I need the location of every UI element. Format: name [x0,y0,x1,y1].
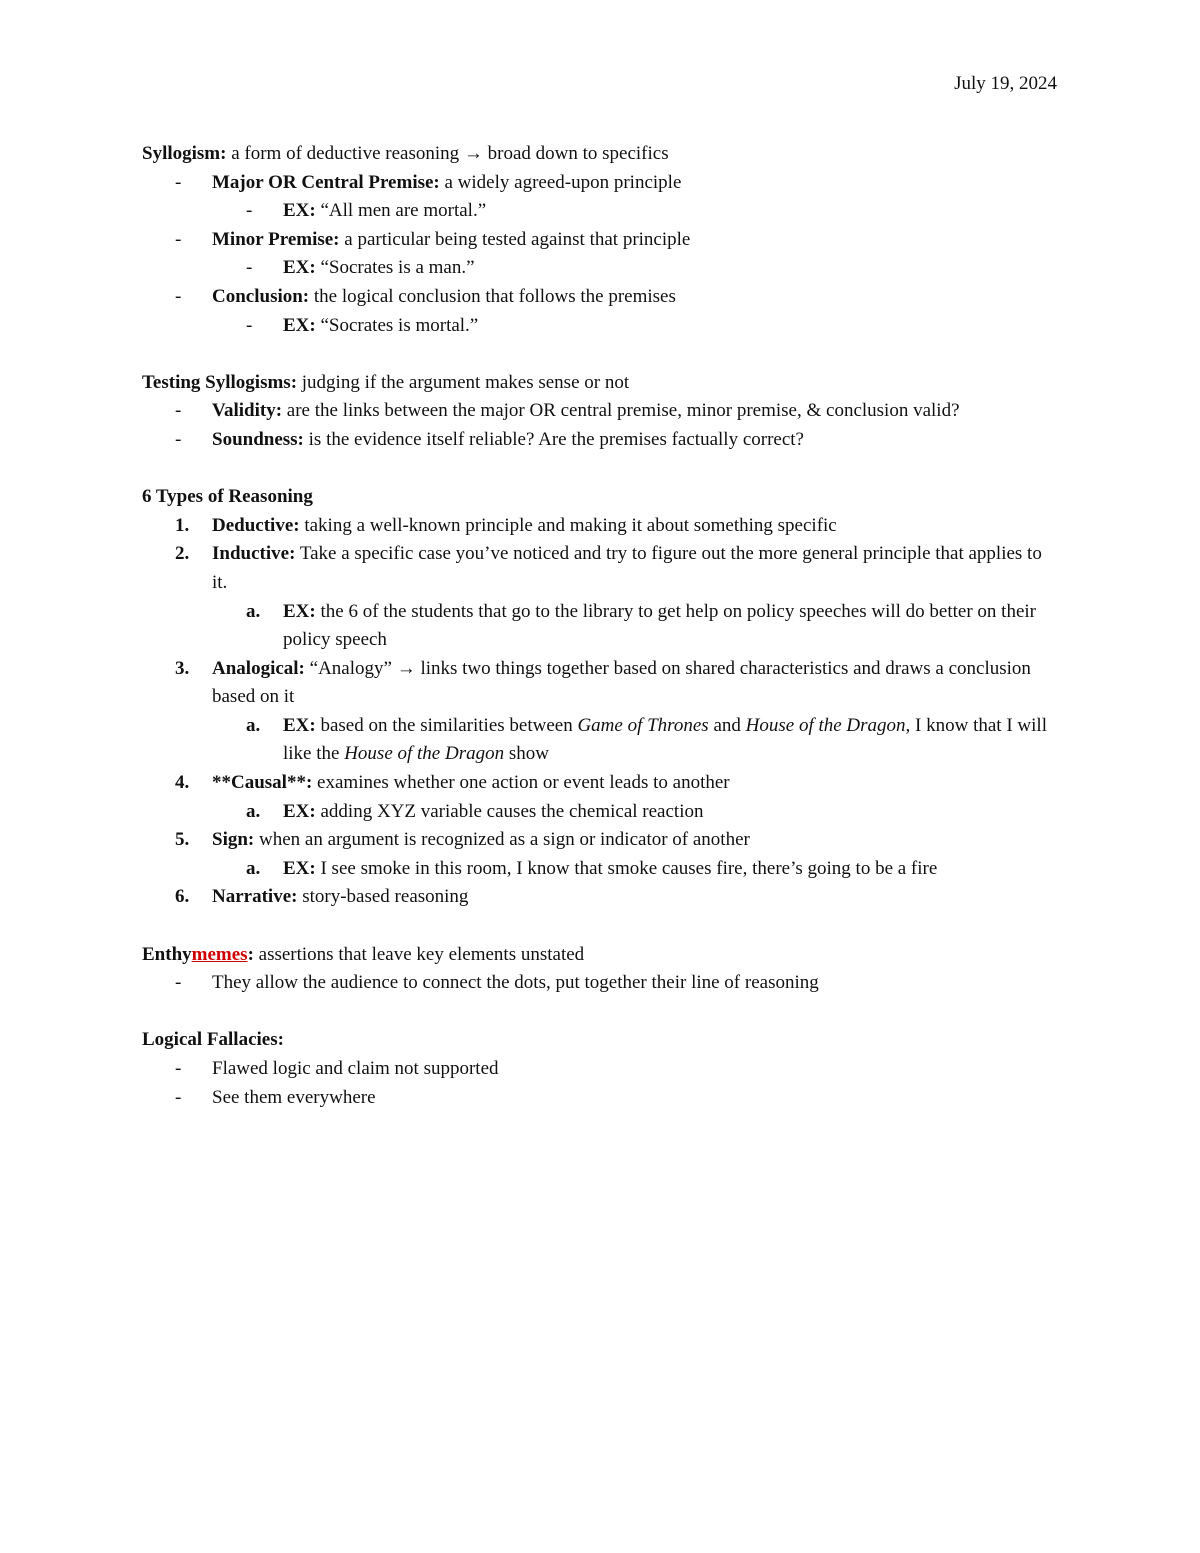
syllogism-heading [142,140,1057,169]
conclusion-text: the logical conclusion that follows the premises [309,285,676,307]
list-item [142,826,1057,855]
list-letter: a. [246,800,261,822]
list-letter: a. [246,600,261,622]
testing-desc: judging if the argument makes sense or not [297,371,630,393]
conclusion-label: Conclusion: [212,285,310,307]
section-types-of-reasoning [142,483,1057,912]
example-label: EX: [283,314,316,336]
list-item [142,883,1057,912]
major-premise-label: Major OR Central Premise: [212,171,440,193]
document-body [142,140,1057,1141]
bullet-dash: - [175,171,182,193]
soundness-text: is the evidence itself reliable? Are the premises factually correct? [303,428,804,450]
example-label: EX: [283,800,316,822]
example-text: and [708,714,746,736]
example-label: EX: [283,600,316,622]
title-house-of-the-dragon: House of the Dragon [344,743,505,765]
bullet-dash: - [175,428,182,450]
date: July 19, 2024 [954,73,1057,94]
list-item [142,254,1057,283]
list-item [142,283,1057,312]
list-number: 3. [175,657,190,679]
list-item [142,798,1057,827]
validity-text: are the links between the major OR central premise, minor premise, & conclusion valid? [282,400,960,422]
list-item [142,769,1057,798]
section-logical-fallacies [142,1026,1057,1112]
reasoning-type-label: Deductive: [212,514,300,536]
reasoning-type-label: **Causal**: [212,772,313,794]
enthymemes-title-colon: : [247,943,254,965]
list-number: 5. [175,829,190,851]
reasoning-type-text: taking a well-known principle and making it about something specific [299,514,837,536]
list-item [142,312,1057,341]
reasoning-type-text: story-based reasoning [297,886,469,908]
enthymemes-heading [142,941,1057,970]
list-item [142,855,1057,884]
syllogism-desc: a form of deductive reasoning → broad down to specifics [226,143,669,164]
list-number: 1. [175,514,190,536]
bullet-dash: - [175,228,182,250]
list-item [142,169,1057,198]
list-item [142,1055,1057,1084]
list-item [142,426,1057,455]
list-item [142,397,1057,426]
reasoning-type-text: examines whether one action or event leads to another [312,772,730,794]
example-text: “Socrates is a man.” [315,257,475,279]
example-text: the 6 of the students that go to the library to get help on policy speeches will do better on their policy speech [283,600,1036,651]
types-heading [142,483,1057,512]
title-game-of-thrones: Game of Thrones [577,714,709,736]
list-item [142,712,1057,769]
reasoning-type-text: “Analogy” → links two things together based on shared characteristics and draws a conclusion based on it [212,657,1031,708]
fallacies-bullet-text: See them everywhere [212,1086,376,1108]
example-text: adding XYZ variable causes the chemical reaction [315,800,704,822]
title-house-of-the-dragon: House of the Dragon [745,714,906,736]
list-item [142,226,1057,255]
list-item [142,197,1057,226]
example-label: EX: [283,257,316,279]
testing-title: Testing Syllogisms: [142,371,298,393]
list-number: 2. [175,543,190,565]
list-number: 4. [175,772,190,794]
fallacies-heading [142,1026,1057,1055]
enthymemes-desc: assertions that leave key elements unstated [253,943,585,965]
list-item [142,598,1057,655]
bullet-dash: - [175,1086,182,1108]
example-text: based on the similarities between [315,714,578,736]
minor-premise-label: Minor Premise: [212,228,340,250]
reasoning-type-label: Inductive: [212,543,296,565]
reasoning-type-label: Analogical: [212,657,305,679]
soundness-label: Soundness: [212,428,304,450]
enthymemes-bullet-text: They allow the audience to connect the dots, put together their line of reasoning [212,972,819,994]
types-title: 6 Types of Reasoning [142,486,313,508]
bullet-dash: - [246,257,253,279]
list-item [142,969,1057,998]
reasoning-type-text: when an argument is recognized as a sign or indicator of another [254,829,750,851]
list-number: 6. [175,886,190,908]
bullet-dash: - [246,200,253,222]
reasoning-type-label: Sign: [212,829,255,851]
section-enthymemes [142,941,1057,998]
list-letter: a. [246,714,261,736]
example-label: EX: [283,200,316,222]
bullet-dash: - [175,285,182,307]
example-text: “All men are mortal.” [315,200,487,222]
bullet-dash: - [175,972,182,994]
validity-label: Validity: [212,400,283,422]
fallacies-title: Logical Fallacies: [142,1029,284,1051]
example-label: EX: [283,714,316,736]
minor-premise-text: a particular being tested against that principle [339,228,691,250]
example-label: EX: [283,857,316,879]
bullet-dash: - [246,314,253,336]
list-item [142,1084,1057,1113]
syllogism-title: Syllogism: [142,143,227,164]
testing-heading [142,369,1057,398]
fallacies-bullet-text: Flawed logic and claim not supported [212,1058,499,1079]
example-text: I see smoke in this room, I know that smoke causes fire, there’s going to be a fire [315,857,938,879]
enthymemes-title: Enthy [142,943,192,965]
bullet-dash: - [175,400,182,422]
section-testing-syllogisms [142,369,1057,455]
example-text: show [504,743,549,765]
list-item [142,655,1057,712]
list-item [142,540,1057,597]
reasoning-type-text: Take a specific case you’ve noticed and try to figure out the more general principle that applies to it. [212,543,1042,593]
section-syllogism [142,140,1057,340]
reasoning-type-label: Narrative: [212,886,298,908]
major-premise-text: a widely agreed-upon principle [439,171,682,193]
bullet-dash: - [175,1058,182,1079]
example-text: , I know that I will like the [283,714,1047,765]
list-letter: a. [246,857,261,879]
enthymemes-title-highlight: memes [191,943,248,965]
list-item [142,512,1057,541]
example-text: “Socrates is mortal.” [315,314,479,336]
